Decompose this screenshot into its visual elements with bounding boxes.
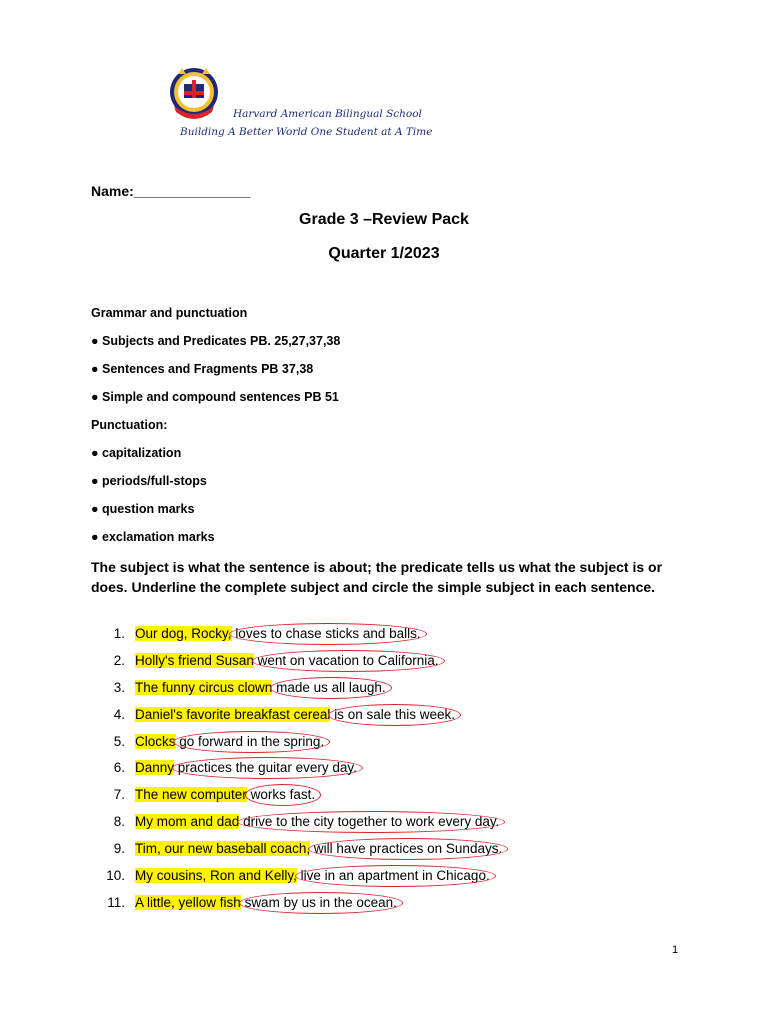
item-number: 6. [113, 760, 125, 775]
item-number: 10. [106, 868, 125, 883]
highlighted-subject: A little, yellow fish [135, 895, 241, 910]
punctuation-heading: Punctuation: [91, 418, 168, 432]
sentence-item [103, 867, 490, 885]
sentence-item [103, 706, 455, 724]
punctuation-item: ● periods/full-stops [91, 474, 207, 488]
highlighted-subject: Our dog, Rocky, [135, 626, 232, 641]
highlighted-subject: Clocks [135, 734, 176, 749]
sentence-item [103, 786, 315, 804]
item-number: 7. [113, 787, 125, 802]
sentence-item [103, 733, 324, 751]
circled-predicate: is on sale this week. [334, 707, 455, 722]
circled-predicate: made us all laugh. [276, 680, 386, 695]
punctuation-item: ● exclamation marks [91, 530, 215, 544]
sentence-item [103, 759, 357, 777]
circled-predicate: loves to chase sticks and balls. [235, 626, 421, 641]
item-number: 11. [107, 895, 125, 910]
highlighted-subject: My cousins, Ron and Kelly, [135, 868, 297, 883]
sentence-item [103, 813, 499, 831]
school-name: Harvard American Bilingual School [233, 108, 422, 120]
highlighted-subject: Daniel's favorite breakfast cereal [135, 707, 331, 722]
highlighted-subject: Danny [135, 760, 175, 775]
highlighted-subject: Holly's friend Susan [135, 653, 254, 668]
circled-predicate: swam by us in the ocean. [244, 895, 397, 910]
item-number: 4. [113, 707, 125, 722]
sentence-item [103, 679, 386, 697]
item-number: 1. [113, 626, 125, 641]
exercise-instructions: The subject is what the sentence is about; the predicate tells us what the subject is or does. Underline the complete subject and circle the simple subject in each sentence. [91, 559, 663, 595]
item-number: 9. [113, 841, 125, 856]
sentence-item [103, 840, 502, 858]
school-motto: Building A Better World One Student at A Time [180, 126, 433, 138]
grammar-item: ● Simple and compound sentences PB 51 [91, 390, 339, 404]
sentence-item [103, 625, 421, 643]
grammar-heading: Grammar and punctuation [91, 306, 248, 320]
circled-predicate: works fast. [250, 787, 316, 802]
circled-predicate: live in an apartment in Chicago. [300, 868, 490, 883]
grammar-item: ● Sentences and Fragments PB 37,38 [91, 362, 314, 376]
item-number: 2. [113, 653, 125, 668]
highlighted-subject: The funny circus clown [135, 680, 273, 695]
name-field-label: Name:_______________ [91, 183, 251, 199]
circled-predicate: will have practices on Sundays. [313, 841, 503, 856]
sentence-item [103, 894, 397, 912]
item-number: 8. [113, 814, 125, 829]
page-number: 1 [672, 944, 679, 956]
circled-predicate: drive to the city together to work every day. [243, 814, 500, 829]
circled-predicate: go forward in the spring. [179, 734, 325, 749]
item-number: 5. [113, 734, 125, 749]
grammar-item: ● Subjects and Predicates PB. 25,27,37,38 [91, 334, 341, 348]
punctuation-item: ● question marks [91, 502, 195, 516]
circled-predicate: went on vacation to California. [257, 653, 439, 668]
punctuation-item: ● capitalization [91, 446, 182, 460]
highlighted-subject: The new computer [135, 787, 247, 802]
highlighted-subject: My mom and dad [135, 814, 240, 829]
document-title: Grade 3 –Review Pack [299, 211, 469, 228]
sentence-item [103, 652, 439, 670]
item-number: 3. [113, 680, 125, 695]
document-subtitle: Quarter 1/2023 [328, 245, 440, 262]
highlighted-subject: Tim, our new baseball coach, [135, 841, 311, 856]
circled-predicate: practices the guitar every day. [177, 760, 357, 775]
school-logo [166, 66, 222, 124]
